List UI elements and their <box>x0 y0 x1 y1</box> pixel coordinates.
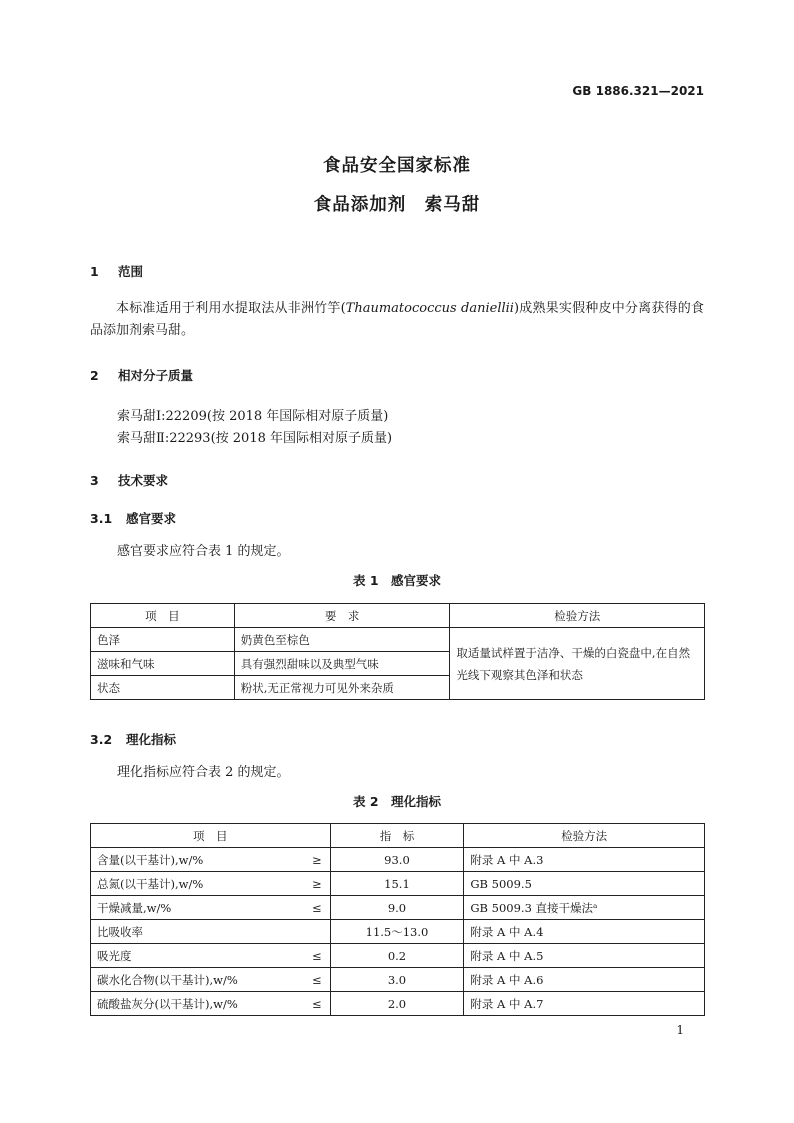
operator: ≥ <box>311 852 322 867</box>
method-cell: 附录 A 中 A.4 <box>464 920 705 944</box>
section-title: 范围 <box>118 264 144 279</box>
item-cell <box>91 896 331 920</box>
value-cell: 9.0 <box>330 896 464 920</box>
standard-number: GB 1886.321—2021 <box>572 84 704 98</box>
value-cell: 0.2 <box>330 944 464 968</box>
section-title: 相对分子质量 <box>118 368 194 383</box>
value-cell: 15.1 <box>330 872 464 896</box>
scope-paragraph <box>90 298 704 342</box>
sensory-requirements-table <box>90 603 705 700</box>
section-heading-1 <box>90 262 143 280</box>
operator: ≤ <box>311 900 322 915</box>
section-number: 3.2 <box>90 732 113 747</box>
table-row <box>91 920 705 944</box>
table-row <box>91 992 705 1016</box>
column-header: 检验方法 <box>450 604 705 628</box>
table-row <box>91 968 705 992</box>
column-header: 项 目 <box>91 824 331 848</box>
table-header-row <box>91 824 705 848</box>
document-title: 食品安全国家标准 <box>323 156 471 176</box>
section-title: 感官要求 <box>126 511 177 526</box>
table2-caption: 表 2 理化指标 <box>352 794 442 809</box>
requirement-cell: 粉状,无正常视力可见外来杂质 <box>234 676 450 700</box>
requirement-cell: 奶黄色至棕色 <box>234 628 450 652</box>
item-cell <box>91 992 331 1016</box>
column-header: 指 标 <box>330 824 464 848</box>
section-heading-3-2 <box>90 730 176 748</box>
table-row <box>91 944 705 968</box>
operator: ≤ <box>311 972 322 987</box>
section-heading-3 <box>90 471 168 489</box>
table-row <box>91 628 705 652</box>
item-label: 硫酸盐灰分(以干基计),w/% <box>97 996 238 1011</box>
table-header-row <box>91 604 705 628</box>
section-3-2-text: 理化指标应符合表 2 的规定。 <box>117 765 290 780</box>
section-number: 2 <box>90 368 99 383</box>
value-cell: 11.5～13.0 <box>330 920 464 944</box>
item-label: 碳水化合物(以干基计),w/% <box>97 972 238 987</box>
page-number: 1 <box>676 1023 684 1037</box>
item-cell: 滋味和气味 <box>91 652 235 676</box>
method-cell: GB 5009.5 <box>464 872 705 896</box>
operator: ≤ <box>311 996 322 1011</box>
value-cell: 2.0 <box>330 992 464 1016</box>
section-title: 技术要求 <box>118 473 169 488</box>
operator: ≤ <box>311 948 322 963</box>
section-title: 理化指标 <box>126 732 177 747</box>
method-cell: 附录 A 中 A.6 <box>464 968 705 992</box>
item-label: 总氮(以干基计),w/% <box>97 876 204 891</box>
value-cell: 93.0 <box>330 848 464 872</box>
method-cell: 附录 A 中 A.7 <box>464 992 705 1016</box>
column-header: 项 目 <box>91 604 235 628</box>
section-number: 3 <box>90 473 99 488</box>
item-cell <box>91 968 331 992</box>
requirement-cell: 具有强烈甜味以及典型气味 <box>234 652 450 676</box>
section-number: 1 <box>90 264 99 279</box>
column-header: 要 求 <box>234 604 450 628</box>
table1-caption: 表 1 感官要求 <box>352 573 442 588</box>
method-cell: GB 5009.3 直接干燥法ᵃ <box>464 896 705 920</box>
item-cell <box>91 920 331 944</box>
value-cell: 3.0 <box>330 968 464 992</box>
document-subtitle: 食品添加剂 索马甜 <box>313 195 481 215</box>
item-cell <box>91 944 331 968</box>
item-cell: 色泽 <box>91 628 235 652</box>
section-3-1-text: 感官要求应符合表 1 的规定。 <box>117 544 290 559</box>
section-heading-3-1 <box>90 509 176 527</box>
column-header: 检验方法 <box>464 824 705 848</box>
item-label: 吸光度 <box>97 948 132 963</box>
section-heading-2 <box>90 366 193 384</box>
table-row <box>91 896 705 920</box>
operator: ≥ <box>311 876 322 891</box>
item-label: 比吸收率 <box>97 924 143 939</box>
item-label: 干燥减量,w/% <box>97 900 172 915</box>
molecular-mass-2: 索马甜Ⅱ:22293(按 2018 年国际相对原子质量) <box>117 431 393 446</box>
species-name: Thaumatococcus daniellii <box>345 301 514 316</box>
table-row <box>91 848 705 872</box>
molecular-mass-1: 索马甜Ⅰ:22209(按 2018 年国际相对原子质量) <box>117 409 389 424</box>
method-cell: 附录 A 中 A.5 <box>464 944 705 968</box>
item-cell <box>91 872 331 896</box>
physicochemical-table <box>90 823 705 1016</box>
scope-text-before: 本标准适用于利用水提取法从非洲竹竽( <box>116 301 346 316</box>
method-cell: 附录 A 中 A.3 <box>464 848 705 872</box>
item-label: 含量(以干基计),w/% <box>97 852 204 867</box>
method-cell: 取适量试样置于洁净、干燥的白瓷盘中,在自然光线下观察其色泽和状态 <box>450 628 705 700</box>
scope-text-after: )成熟果实假种皮中分离获得的食品添加剂索马甜。 <box>90 301 704 338</box>
item-cell <box>91 848 331 872</box>
section-number: 3.1 <box>90 511 113 526</box>
table-row <box>91 872 705 896</box>
item-cell: 状态 <box>91 676 235 700</box>
